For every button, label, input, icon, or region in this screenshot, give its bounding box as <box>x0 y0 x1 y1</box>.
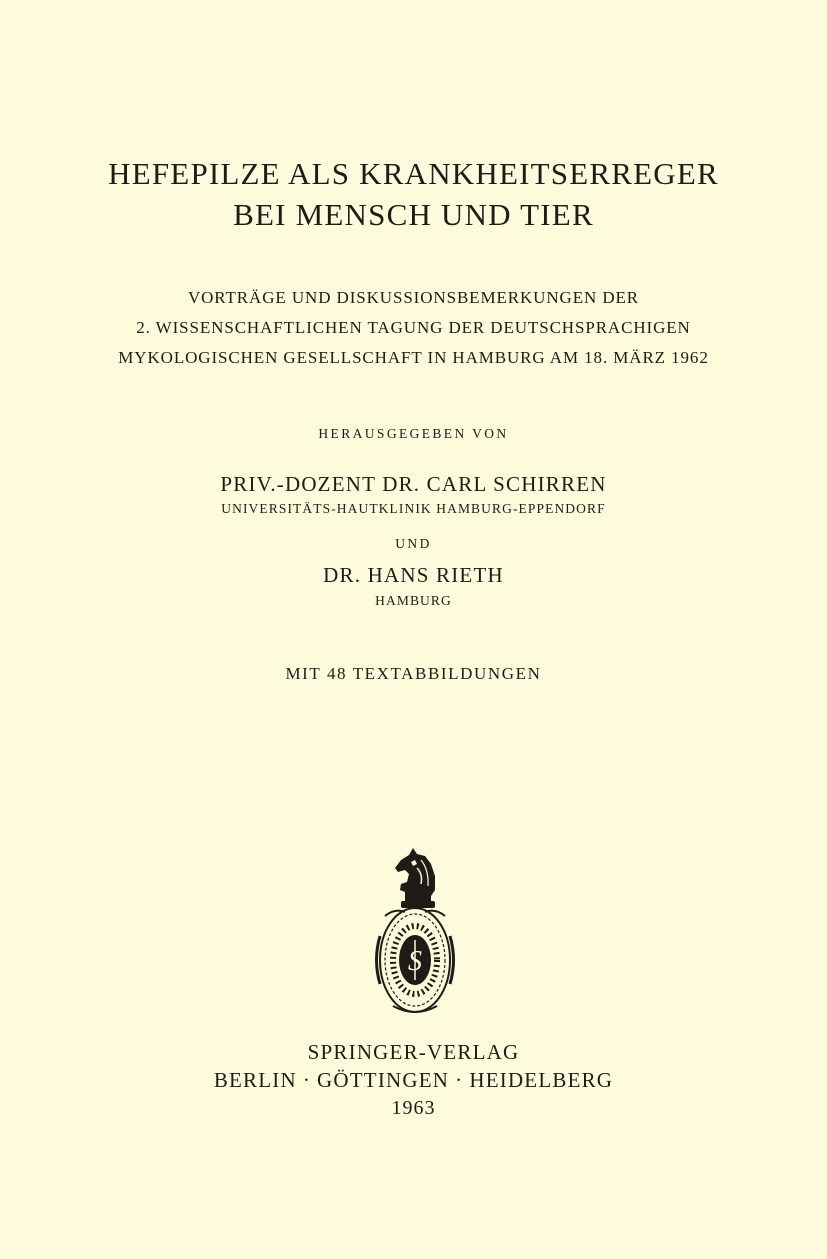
conjunction: UND <box>395 536 432 551</box>
publisher-cities <box>0 1068 827 1093</box>
subtitle-line-2: 2. WISSENSCHAFTLICHEN TAGUNG DER DEUTSCHSPRACHIGEN <box>136 318 691 337</box>
editor-2-name: DR. HANS RIETH <box>323 563 504 587</box>
book-title-line-2: BEI MENSCH UND TIER <box>233 197 594 232</box>
city-goettingen: GÖTTINGEN <box>317 1068 450 1092</box>
subtitle-line-3: MYKOLOGISCHEN GESELLSCHAFT IN HAMBURG AM 18. MÄRZ 1962 <box>118 348 709 367</box>
city-heidelberg: HEIDELBERG <box>469 1068 614 1092</box>
editor-2-affiliation: HAMBURG <box>375 593 452 608</box>
svg-text:S: S <box>408 946 422 977</box>
editor-1-affiliation: UNIVERSITÄTS-HAUTKLINIK HAMBURG-EPPENDORF <box>221 501 606 516</box>
separator-dot: · <box>302 1068 312 1092</box>
publisher-name: SPRINGER-VERLAG <box>307 1040 520 1064</box>
springer-horse-seal-icon <box>365 846 465 1016</box>
city-berlin: BERLIN <box>213 1068 297 1092</box>
illustrations-note: MIT 48 TEXTABBILDUNGEN <box>285 664 542 683</box>
edited-by-label: HERAUSGEGEBEN VON <box>318 426 509 441</box>
book-title-line-1: HEFEPILZE ALS KRANKHEITSERREGER <box>108 156 719 191</box>
subtitle-line-1: VORTRÄGE UND DISKUSSIONSBEMERKUNGEN DER <box>187 288 640 307</box>
separator-dot: · <box>455 1068 464 1092</box>
publication-year: 1963 <box>391 1097 436 1119</box>
editor-1-name: PRIV.-DOZENT DR. CARL SCHIRREN <box>220 472 607 496</box>
